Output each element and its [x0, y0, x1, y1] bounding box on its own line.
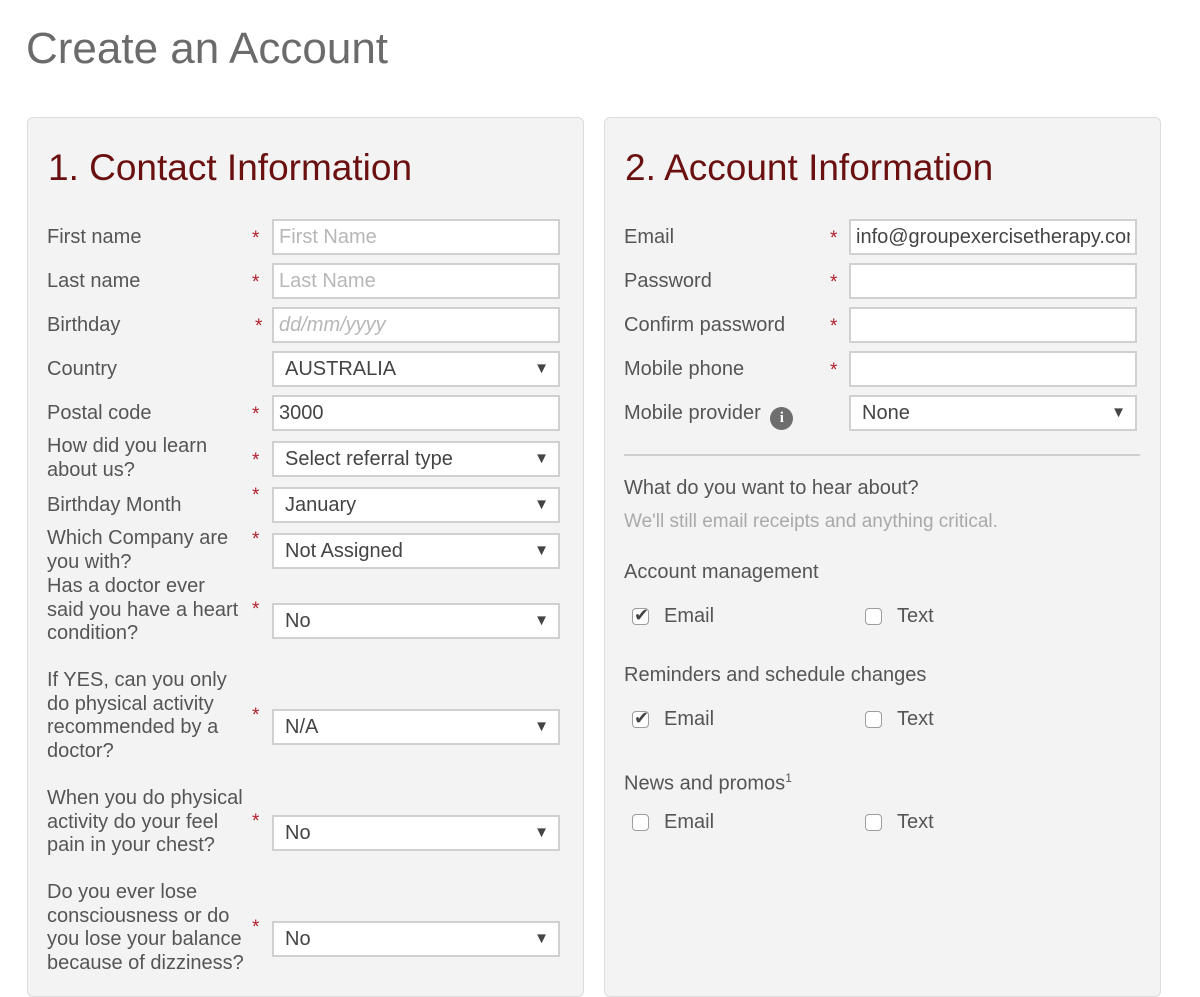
required-marker: *: [830, 316, 838, 337]
news-promos-email-checkbox[interactable]: [632, 814, 649, 831]
country-select[interactable]: [272, 351, 560, 387]
physical-activity-selected-value: N/A: [285, 716, 319, 738]
required-marker: *: [252, 450, 260, 471]
referral-label: [47, 435, 207, 482]
password-label: Password: [624, 270, 712, 292]
checkbox-label: Email: [664, 605, 715, 627]
confirm-password-field[interactable]: [849, 307, 1137, 343]
chevron-down-icon: ▼: [534, 496, 549, 513]
dizziness-selected-value: No: [285, 928, 311, 950]
mobile-phone-label: Mobile phone: [624, 358, 745, 380]
notification-note: We'll still email receipts and anything critical.: [624, 511, 998, 532]
physical-activity-label-line: do physical activity: [47, 692, 214, 715]
mobile-provider-select[interactable]: [849, 395, 1137, 431]
reminders-email-checkbox[interactable]: [632, 708, 650, 728]
chevron-down-icon: ▼: [534, 360, 549, 377]
chest-pain-label-line: pain in your chest?: [47, 834, 215, 856]
account-management-text-checkbox[interactable]: [865, 608, 882, 625]
heart-condition-label-line: Has a doctor ever: [47, 575, 205, 597]
checkbox-label: Text: [897, 605, 934, 627]
birthday-input[interactable]: [272, 307, 560, 343]
section-divider: [624, 454, 1140, 456]
physical-activity-label-line: recommended by a: [47, 716, 219, 738]
password-field[interactable]: [849, 263, 1137, 299]
required-marker: *: [252, 599, 260, 620]
company-selected-value: Not Assigned: [285, 540, 403, 562]
pref-group-title: Reminders and schedule changes: [624, 664, 927, 686]
required-marker: *: [830, 360, 838, 381]
required-marker: *: [830, 272, 838, 293]
referral-selected-value: Select referral type: [285, 448, 453, 470]
account-management-email-checkbox[interactable]: [632, 605, 650, 625]
last-name-label: Last name: [47, 270, 141, 292]
company-select[interactable]: [272, 533, 560, 569]
birthday-month-select[interactable]: [272, 487, 560, 523]
page-title: Create an Account: [26, 24, 389, 73]
checkbox-label: Text: [897, 708, 934, 730]
footnote-marker: 1: [785, 771, 792, 785]
last-name-input[interactable]: [272, 263, 560, 299]
required-marker: *: [252, 485, 260, 506]
chevron-down-icon: ▼: [534, 718, 549, 735]
birthday-month-selected-value: January: [285, 494, 357, 516]
dizziness-label-line: because of dizziness?: [47, 951, 244, 974]
chevron-down-icon: ▼: [534, 930, 549, 947]
physical-activity-select[interactable]: [272, 709, 560, 745]
contact-information-heading: 1. Contact Information: [48, 147, 413, 188]
postal-code-input[interactable]: [272, 395, 560, 431]
account-information-panel: [604, 117, 1161, 997]
chest-pain-selected-value: No: [285, 822, 311, 844]
chevron-down-icon: ▼: [534, 542, 549, 559]
notification-prompt: What do you want to hear about?: [624, 477, 919, 499]
news-promos-text-checkbox[interactable]: [865, 814, 882, 831]
country-selected-value: AUSTRALIA: [285, 358, 397, 380]
birthday-month-label: Birthday Month: [47, 494, 182, 516]
required-marker: *: [255, 316, 263, 337]
pref-group-title: [624, 767, 792, 796]
required-marker: *: [252, 228, 260, 249]
physical-activity-label-line: doctor?: [47, 739, 114, 762]
chest-pain-select[interactable]: [272, 815, 560, 851]
checkbox-label: Text: [897, 811, 934, 833]
required-marker: *: [252, 529, 260, 550]
mobile-provider-label: [624, 402, 793, 430]
mobile-provider-selected-value: None: [862, 402, 910, 424]
mobile-phone-field[interactable]: [849, 351, 1137, 387]
mobile-provider-label-text: Mobile provider: [624, 402, 761, 424]
birthday-label: Birthday: [47, 314, 121, 336]
confirm-password-label: Confirm password: [624, 314, 786, 336]
chest-pain-label-line: activity do your feel: [47, 810, 219, 833]
info-icon[interactable]: i: [770, 407, 793, 430]
checkbox-label: Email: [664, 811, 715, 833]
pref-group-title: Account management: [624, 561, 819, 583]
chest-pain-label-line: When you do physical: [47, 787, 243, 809]
heart-condition-label: [47, 575, 238, 646]
country-label: Country: [47, 358, 118, 380]
email-field[interactable]: [849, 219, 1137, 255]
chevron-down-icon: ▼: [534, 612, 549, 629]
required-marker: *: [830, 228, 838, 249]
chevron-down-icon: ▼: [534, 824, 549, 841]
company-label-line: Which Company are: [47, 527, 229, 549]
first-name-input[interactable]: [272, 219, 560, 255]
postal-code-label: Postal code: [47, 402, 152, 424]
required-marker: *: [252, 917, 260, 938]
physical-activity-label-line: If YES, can you only: [47, 669, 227, 691]
check-icon: ✔: [634, 605, 650, 625]
account-information-heading: 2. Account Information: [625, 147, 994, 188]
required-marker: *: [252, 705, 260, 726]
heart-condition-selected-value: No: [285, 610, 311, 632]
contact-information-panel: [27, 117, 584, 997]
reminders-text-checkbox[interactable]: [865, 711, 882, 728]
company-label: [47, 527, 228, 574]
required-marker: *: [252, 404, 260, 425]
heart-condition-select[interactable]: [272, 603, 560, 639]
referral-label-line: How did you learn: [47, 435, 208, 457]
required-marker: *: [252, 811, 260, 832]
company-label-line: you with?: [47, 550, 132, 573]
referral-label-line: about us?: [47, 458, 135, 481]
dizziness-select[interactable]: [272, 921, 560, 957]
first-name-label: First name: [47, 226, 142, 248]
dizziness-label-line: consciousness or do: [47, 904, 230, 927]
chest-pain-label: [47, 787, 243, 858]
heart-condition-label-line: condition?: [47, 622, 139, 644]
physical-activity-label: [47, 669, 227, 763]
chevron-down-icon: ▼: [1111, 404, 1126, 421]
check-icon: ✔: [634, 708, 650, 728]
chevron-down-icon: ▼: [534, 450, 549, 467]
checkbox-label: Email: [664, 708, 715, 730]
heart-condition-label-line: said you have a heart: [47, 598, 239, 621]
referral-type-select[interactable]: [272, 441, 560, 477]
dizziness-label-line: Do you ever lose: [47, 881, 198, 903]
dizziness-label: [47, 881, 244, 975]
dizziness-label-line: you lose your balance: [47, 928, 242, 950]
required-marker: *: [252, 272, 260, 293]
email-label: Email: [624, 226, 675, 248]
news-promos-title: News and promos: [624, 772, 786, 795]
